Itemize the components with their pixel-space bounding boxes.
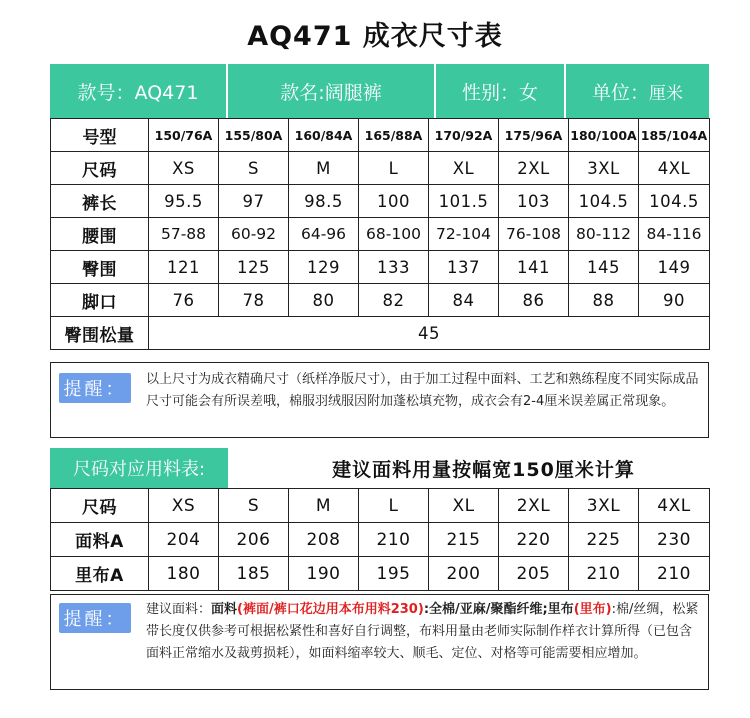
product-name: 款名:阔腿裤 xyxy=(228,64,436,118)
unit-value: 厘米 xyxy=(649,83,683,104)
table-cell: 133 xyxy=(359,251,429,284)
table-cell: 64-96 xyxy=(289,218,359,251)
table-cell: 76-108 xyxy=(499,218,569,251)
highlight-text: (裤面/裤口花边用本布用料230) xyxy=(237,602,424,617)
table-cell: 145 xyxy=(569,251,639,284)
table-cell: L xyxy=(359,489,429,523)
unit xyxy=(566,64,709,118)
table-cell: 68-100 xyxy=(359,218,429,251)
table-row xyxy=(51,489,710,523)
text-segment: :全棉/亚麻/聚酯纤维;里布 xyxy=(423,602,574,617)
table-cell: 190 xyxy=(289,557,359,591)
table-cell: L xyxy=(359,152,429,185)
table-cell: 60-92 xyxy=(219,218,289,251)
table-cell: 90 xyxy=(639,284,710,317)
table-cell: 98.5 xyxy=(289,185,359,218)
table-cell: 45 xyxy=(149,317,710,350)
row-label: 臀围松量 xyxy=(51,317,149,350)
fabric-reminder-box xyxy=(50,594,709,690)
text-segment: 建议面料： xyxy=(146,602,212,617)
table-row xyxy=(51,317,710,350)
style-number: 款号：AQ471 xyxy=(50,64,228,118)
table-cell: 76 xyxy=(149,284,219,317)
row-label: 面料A xyxy=(51,523,149,557)
table-cell: S xyxy=(219,489,289,523)
row-label: 号型 xyxy=(51,119,149,152)
fabric-header xyxy=(50,448,709,488)
table-cell: 57-88 xyxy=(149,218,219,251)
table-cell: 210 xyxy=(639,557,710,591)
table-cell: S xyxy=(219,152,289,185)
table-cell: 82 xyxy=(359,284,429,317)
size-table xyxy=(50,118,710,350)
table-cell: 88 xyxy=(569,284,639,317)
table-cell: M xyxy=(289,489,359,523)
table-cell: 103 xyxy=(499,185,569,218)
table-cell: 195 xyxy=(359,557,429,591)
table-cell: XL xyxy=(429,152,499,185)
table-cell: 129 xyxy=(289,251,359,284)
table-cell: 84 xyxy=(429,284,499,317)
table-cell: 175/96A xyxy=(499,119,569,152)
text-segment: :棉/丝绸，松紧带长度仅供参考可根据松紧性和喜好自行调整，布料用量由老师实际制作样衣计算所得（已包含面料正常缩水及裁剪损耗），如面料缩率较大、顺毛、定位、对格等可能需要相应增加。 xyxy=(146,602,699,661)
fabric-header-label: 尺码对应用料表: xyxy=(50,448,228,488)
table-cell: 150/76A xyxy=(149,119,219,152)
table-cell: 230 xyxy=(639,523,710,557)
table-cell: 185/104A xyxy=(639,119,710,152)
table-cell: 100 xyxy=(359,185,429,218)
table-row xyxy=(51,251,710,284)
table-cell: 121 xyxy=(149,251,219,284)
table-cell: M xyxy=(289,152,359,185)
highlight-text: (里布) xyxy=(573,602,612,617)
table-cell: XS xyxy=(149,152,219,185)
table-cell: 210 xyxy=(569,557,639,591)
table-cell: 4XL xyxy=(639,152,710,185)
table-row xyxy=(51,523,710,557)
table-cell: 4XL xyxy=(639,489,710,523)
table-row xyxy=(51,119,710,152)
text-segment: 面料 xyxy=(211,602,238,617)
page-title: AQ471 成衣尺寸表 xyxy=(247,21,503,52)
table-cell: 180/100A xyxy=(569,119,639,152)
table-cell: 210 xyxy=(359,523,429,557)
table-cell: 225 xyxy=(569,523,639,557)
table-cell: 137 xyxy=(429,251,499,284)
reminder-tag: 提醒： xyxy=(59,603,131,633)
table-cell: 78 xyxy=(219,284,289,317)
table-row xyxy=(51,557,710,591)
table-row xyxy=(51,185,710,218)
table-cell: 104.5 xyxy=(639,185,710,218)
table-cell: 149 xyxy=(639,251,710,284)
table-cell: 206 xyxy=(219,523,289,557)
reminder-text: 以上尺寸为成衣精确尺寸（纸样净版尺寸），由于加工过程中面料、工艺和熟练程度不同实际成品尺寸可能会有所误差哦，棉服羽绒服因附加蓬松填充物，成衣会有2-4厘米误差属正常现象。 xyxy=(146,372,699,409)
table-cell: 141 xyxy=(499,251,569,284)
table-cell: 180 xyxy=(149,557,219,591)
table-cell: 86 xyxy=(499,284,569,317)
fabric-header-note: 建议面料用量按幅宽150厘米计算 xyxy=(332,458,635,481)
table-cell: 125 xyxy=(219,251,289,284)
table-cell: 208 xyxy=(289,523,359,557)
table-cell: 204 xyxy=(149,523,219,557)
row-label: 腰围 xyxy=(51,218,149,251)
table-cell: 3XL xyxy=(569,489,639,523)
fabric-reminder-text xyxy=(146,599,701,665)
row-label: 臀围 xyxy=(51,251,149,284)
row-label: 尺码 xyxy=(51,489,149,523)
table-cell: 205 xyxy=(499,557,569,591)
table-cell: 220 xyxy=(499,523,569,557)
table-row xyxy=(51,284,710,317)
table-cell: 84-116 xyxy=(639,218,710,251)
table-cell: XL xyxy=(429,489,499,523)
table-cell: XS xyxy=(149,489,219,523)
unit-label: 单位： xyxy=(591,81,649,104)
table-cell: 80-112 xyxy=(569,218,639,251)
reminder-box xyxy=(50,362,709,438)
table-cell: 170/92A xyxy=(429,119,499,152)
fabric-table xyxy=(50,488,710,591)
table-row xyxy=(51,218,710,251)
table-cell: 185 xyxy=(219,557,289,591)
table-cell: 3XL xyxy=(569,152,639,185)
table-cell: 72-104 xyxy=(429,218,499,251)
row-label: 里布A xyxy=(51,557,149,591)
table-cell: 95.5 xyxy=(149,185,219,218)
row-label: 尺码 xyxy=(51,152,149,185)
table-cell: 165/88A xyxy=(359,119,429,152)
table-row xyxy=(51,152,710,185)
row-label: 裤长 xyxy=(51,185,149,218)
table-cell: 200 xyxy=(429,557,499,591)
gender: 性别：女 xyxy=(436,64,566,118)
table-cell: 155/80A xyxy=(219,119,289,152)
row-label: 脚口 xyxy=(51,284,149,317)
table-cell: 104.5 xyxy=(569,185,639,218)
product-header xyxy=(50,64,709,118)
table-cell: 101.5 xyxy=(429,185,499,218)
table-cell: 2XL xyxy=(499,489,569,523)
table-cell: 215 xyxy=(429,523,499,557)
table-cell: 160/84A xyxy=(289,119,359,152)
reminder-tag: 提醒： xyxy=(59,373,131,403)
table-cell: 97 xyxy=(219,185,289,218)
table-cell: 2XL xyxy=(499,152,569,185)
table-cell: 80 xyxy=(289,284,359,317)
